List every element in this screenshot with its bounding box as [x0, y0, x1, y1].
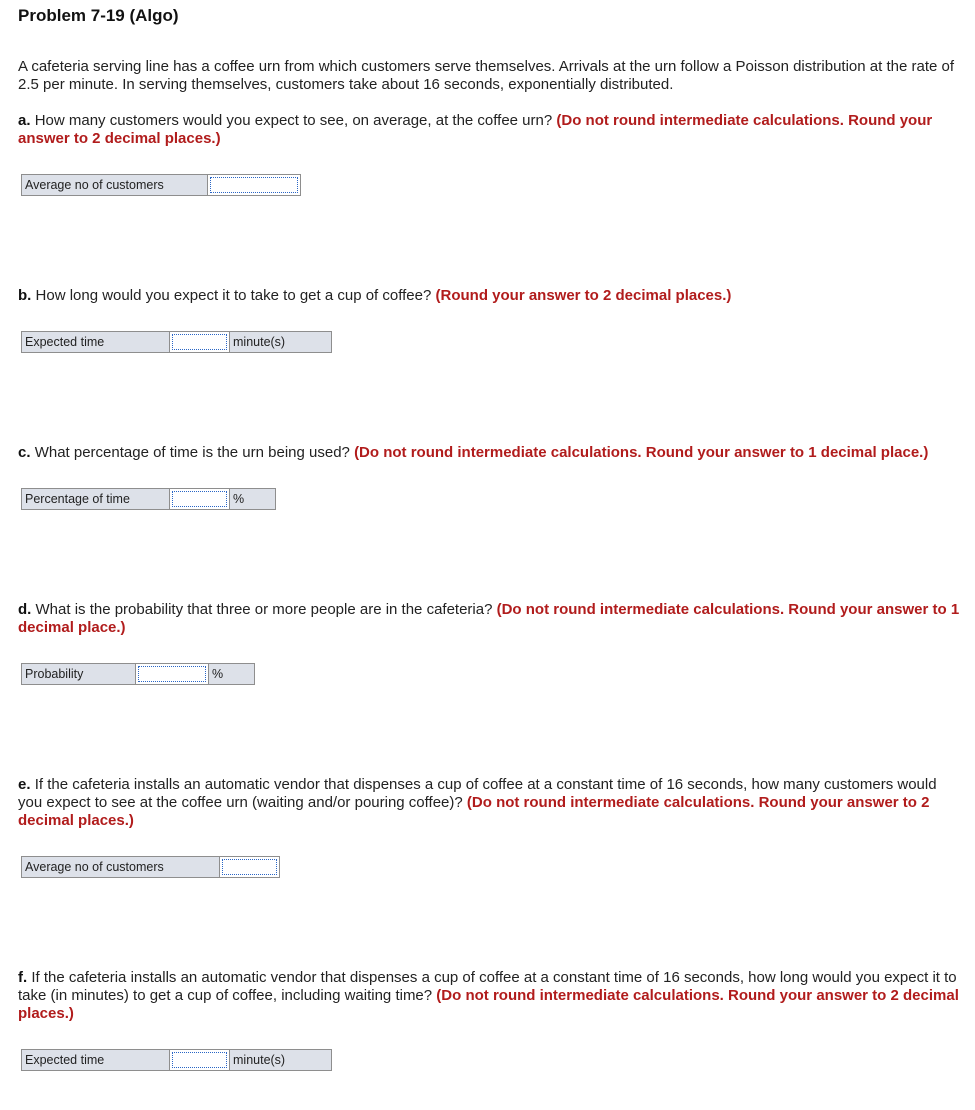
answer-input-d[interactable] [136, 663, 209, 685]
question-d [18, 601, 963, 637]
question-a [18, 112, 963, 148]
answer-label: Expected time [21, 1049, 170, 1071]
question-text: How long would you expect it to take to get a cup of coffee? [35, 287, 432, 304]
unit-label: minute(s) [230, 1049, 332, 1071]
answer-label: Average no of customers [21, 856, 220, 878]
answer-input-f[interactable] [170, 1049, 230, 1071]
unit-label: % [209, 663, 255, 685]
rounding-instruction: (Do not round intermediate calculations. Round your answer to 2 decimal places.) [18, 112, 933, 147]
rounding-instruction: (Do not round intermediate calculations. Round your answer to 1 decimal place.) [18, 601, 960, 636]
problem-title: Problem 7-19 (Algo) [18, 6, 179, 25]
answer-row-d [21, 663, 255, 685]
answer-label: Probability [21, 663, 136, 685]
answer-row-c [21, 488, 276, 510]
question-c [18, 444, 963, 462]
answer-label: Expected time [21, 331, 170, 353]
question-text: If the cafeteria installs an automatic vendor that dispenses a cup of coffee at a constant time of 16 seconds, how long would you expect it to take (in minutes) to get a cup of coffee, including waiting time? [18, 969, 957, 1004]
question-text: What percentage of time is the urn being used? [34, 444, 350, 461]
question-f [18, 969, 963, 1023]
answer-label: Average no of customers [21, 174, 208, 196]
answer-input-e[interactable] [220, 856, 280, 878]
answer-row-f [21, 1049, 332, 1071]
answer-label: Percentage of time [21, 488, 170, 510]
unit-label: minute(s) [230, 331, 332, 353]
question-b [18, 287, 963, 305]
question-letter: b. [18, 287, 32, 304]
question-text: What is the probability that three or more people are in the cafeteria? [35, 601, 493, 618]
answer-row-a [21, 174, 301, 196]
answer-input-a[interactable] [208, 174, 301, 196]
rounding-instruction: (Do not round intermediate calculations. Round your answer to 2 decimal places.) [18, 987, 959, 1022]
question-letter: a. [18, 112, 31, 129]
answer-input-b[interactable] [170, 331, 230, 353]
unit-label: % [230, 488, 276, 510]
answer-row-b [21, 331, 332, 353]
question-e [18, 776, 963, 830]
answer-row-e [21, 856, 280, 878]
question-letter: c. [18, 444, 31, 461]
rounding-instruction: (Do not round intermediate calculations. Round your answer to 2 decimal places.) [18, 794, 930, 829]
question-text: If the cafeteria installs an automatic vendor that dispenses a cup of coffee at a constant time of 16 seconds, how many customers would you expect to see at the coffee urn (waiting and/or pouring coffee)? [18, 776, 937, 811]
answer-input-c[interactable] [170, 488, 230, 510]
rounding-instruction: (Do not round intermediate calculations. Round your answer to 1 decimal place.) [354, 444, 929, 461]
question-letter: e. [18, 776, 31, 793]
rounding-instruction: (Round your answer to 2 decimal places.) [435, 287, 732, 304]
question-letter: f. [18, 969, 28, 986]
question-text: How many customers would you expect to see, on average, at the coffee urn? [34, 112, 553, 129]
problem-intro: A cafeteria serving line has a coffee urn from which customers serve themselves. Arrivals at the urn follow a Poisson distribution at the rate of 2.5 per minute. In serving themselves, customers take about 16 seconds, exponentially distributed. [18, 58, 955, 93]
question-letter: d. [18, 601, 32, 618]
